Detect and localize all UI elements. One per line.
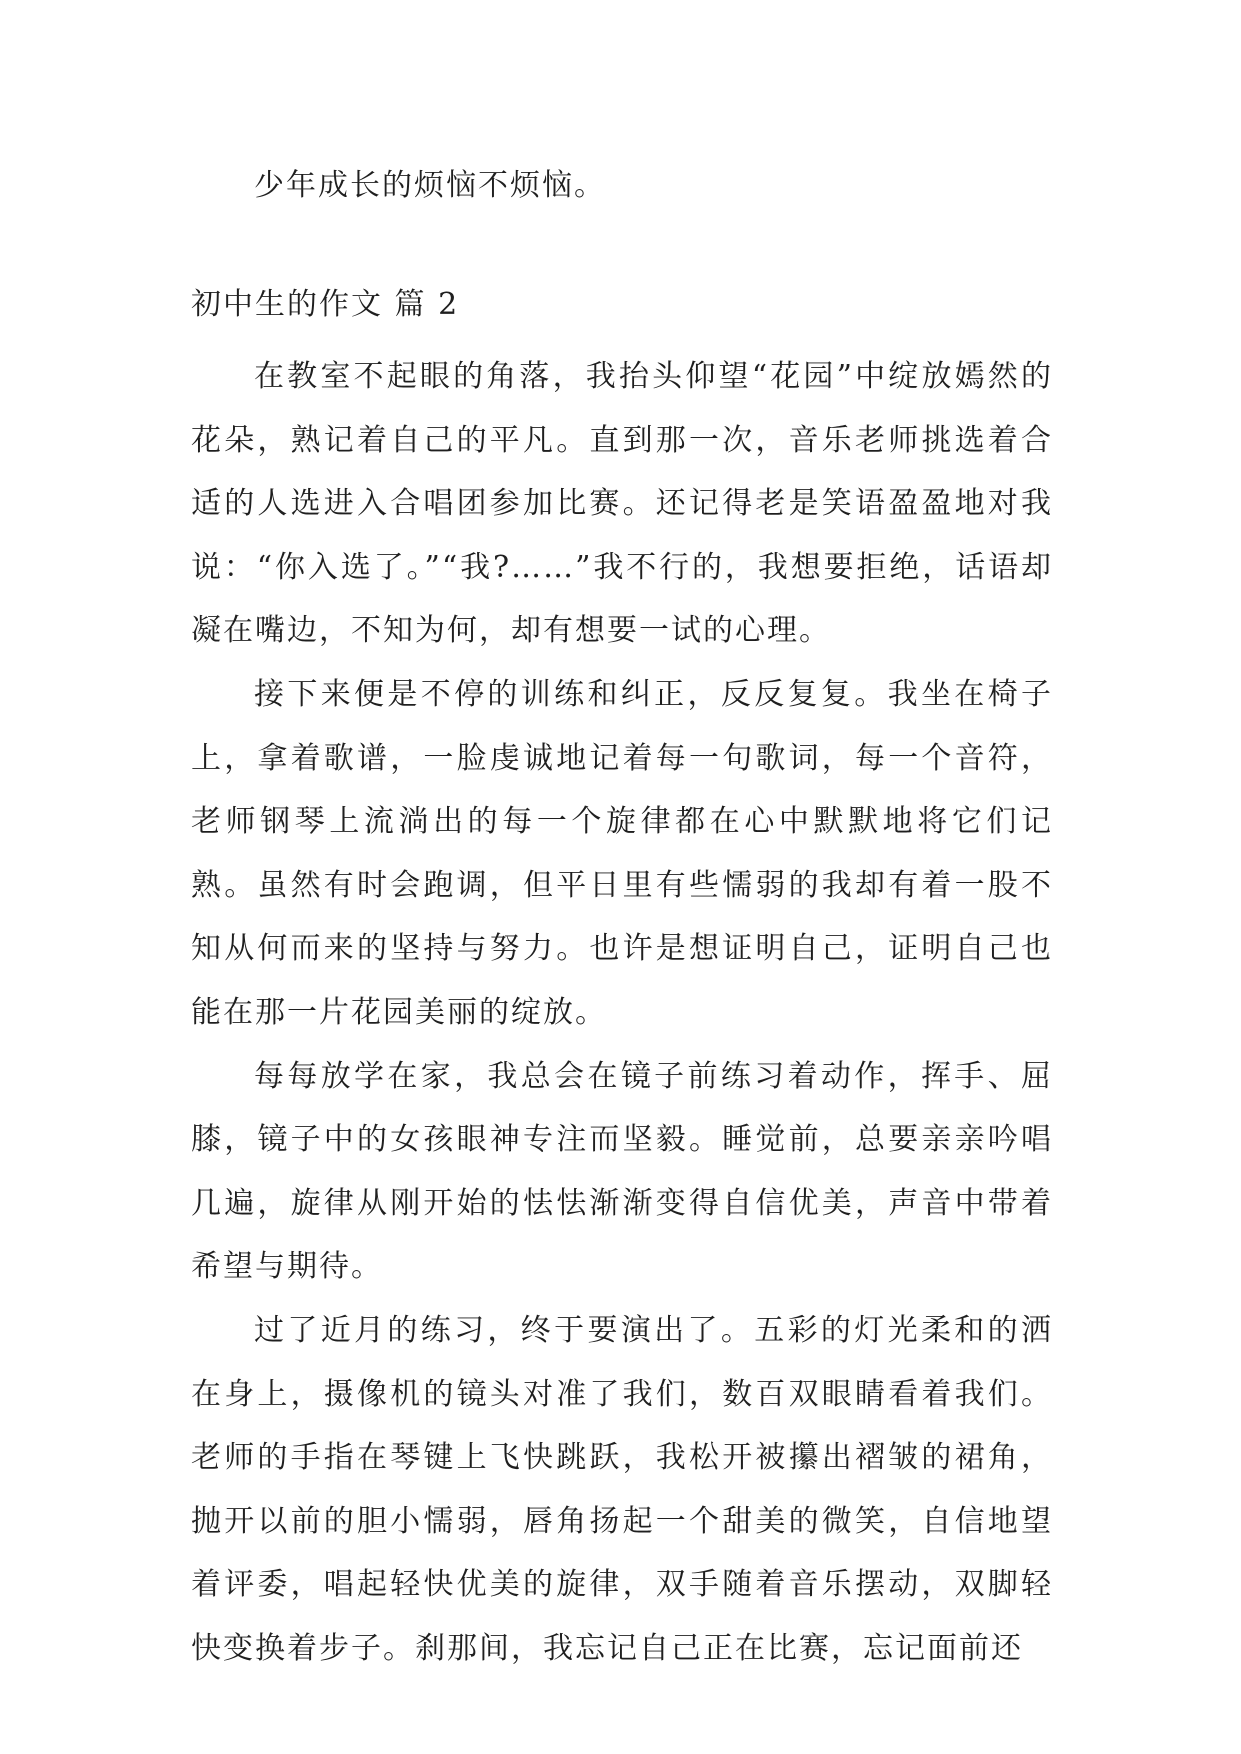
paragraph-list bbox=[191, 345, 1053, 1680]
paragraph-3: 每每放学在家，我总会在镜子前练习着动作，挥手、屈膝，镜子中的女孩眼神专注而坚毅。睡觉前，总要亲亲吟唱几遍，旋律从刚开始的怯怯渐渐变得自信优美，声音中带着希望与期待。 bbox=[191, 1058, 1053, 1285]
closing-line: 少年成长的烦恼不烦恼。 bbox=[254, 168, 606, 203]
paragraph-4: 过了近月的练习，终于要演出了。五彩的灯光柔和的洒在身上，摄像机的镜头对准了我们，数百双眼睛看着我们。老师的手指在琴键上飞快跳跃，我松开被攥出褶皱的裙角，抛开以前的胆小懦弱，唇角扬起一个甜美的微笑，自信地望着评委，唱起轻快优美的旋律，双手随着音乐摆动，双脚轻快变换着步子。刹那间，我忘记自己正在比赛，忘记面前还 bbox=[191, 1312, 1053, 1666]
paragraph-1: 在教室不起眼的角落，我抬头仰望“花园”中绽放嫣然的花朵，熟记着自己的平凡。直到那一次，音乐老师挑选着合适的人选进入合唱团参加比赛。还记得老是笑语盈盈地对我说：“你入选了。”“我?……”我不行的，我想要拒绝，话语却凝在嘴边，不知为何，却有想要一试的心理。 bbox=[191, 359, 1053, 649]
article-body bbox=[191, 0, 1053, 1754]
paragraph-2: 接下来便是不停的训练和纠正，反反复复。我坐在椅子上，拿着歌谱，一脸虔诚地记着每一句歌词，每一个音符，老师钢琴上流淌出的每一个旋律都在心中默默地将它们记熟。虽然有时会跑调，但平日里有些懦弱的我却有着一股不知从何而来的坚持与努力。也许是想证明自己，证明自己也能在那一片花园美丽的绽放。 bbox=[191, 676, 1053, 1030]
section-heading: 初中生的作文 篇 2 bbox=[191, 287, 460, 322]
